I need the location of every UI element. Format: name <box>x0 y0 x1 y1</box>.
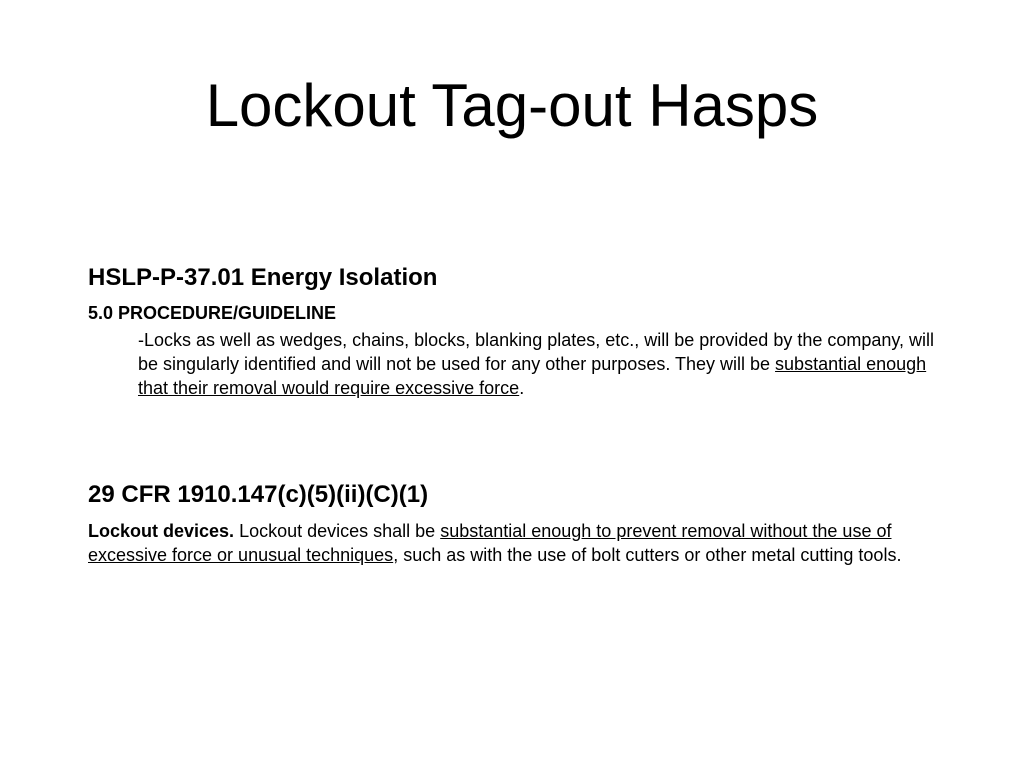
paragraph-text-end: . <box>519 378 525 398</box>
paragraph-lead: Lockout devices. <box>88 521 235 541</box>
regulation-paragraph <box>88 519 928 567</box>
underlined-emphasis: substantial enough that their removal would require excessive force <box>138 354 927 398</box>
section-cfr <box>88 479 948 567</box>
paragraph-text-end: , such as with the use of bolt cutters or other metal cutting tools. <box>393 545 902 565</box>
paragraph-text: Lockout devices shall be <box>234 521 441 541</box>
slide-title: Lockout Tag-out Hasps <box>205 72 819 139</box>
procedure-paragraph <box>138 328 938 400</box>
section-heading: 29 CFR 1910.147(c)(5)(ii)(C)(1) <box>88 481 429 508</box>
paragraph-text: -Locks as well as wedges, chains, blocks, blanking plates, etc., will be provided by the company, will be singularly identified and will not be used for any other purposes. They will be <box>138 330 935 374</box>
section-heading: HSLP-P-37.01 Energy Isolation <box>88 264 438 291</box>
underlined-emphasis: substantial enough to prevent removal without the use of excessive force or unusual techniques <box>88 521 892 565</box>
section-energy-isolation <box>88 262 948 400</box>
section-subheading: 5.0 PROCEDURE/GUIDELINE <box>88 303 337 323</box>
